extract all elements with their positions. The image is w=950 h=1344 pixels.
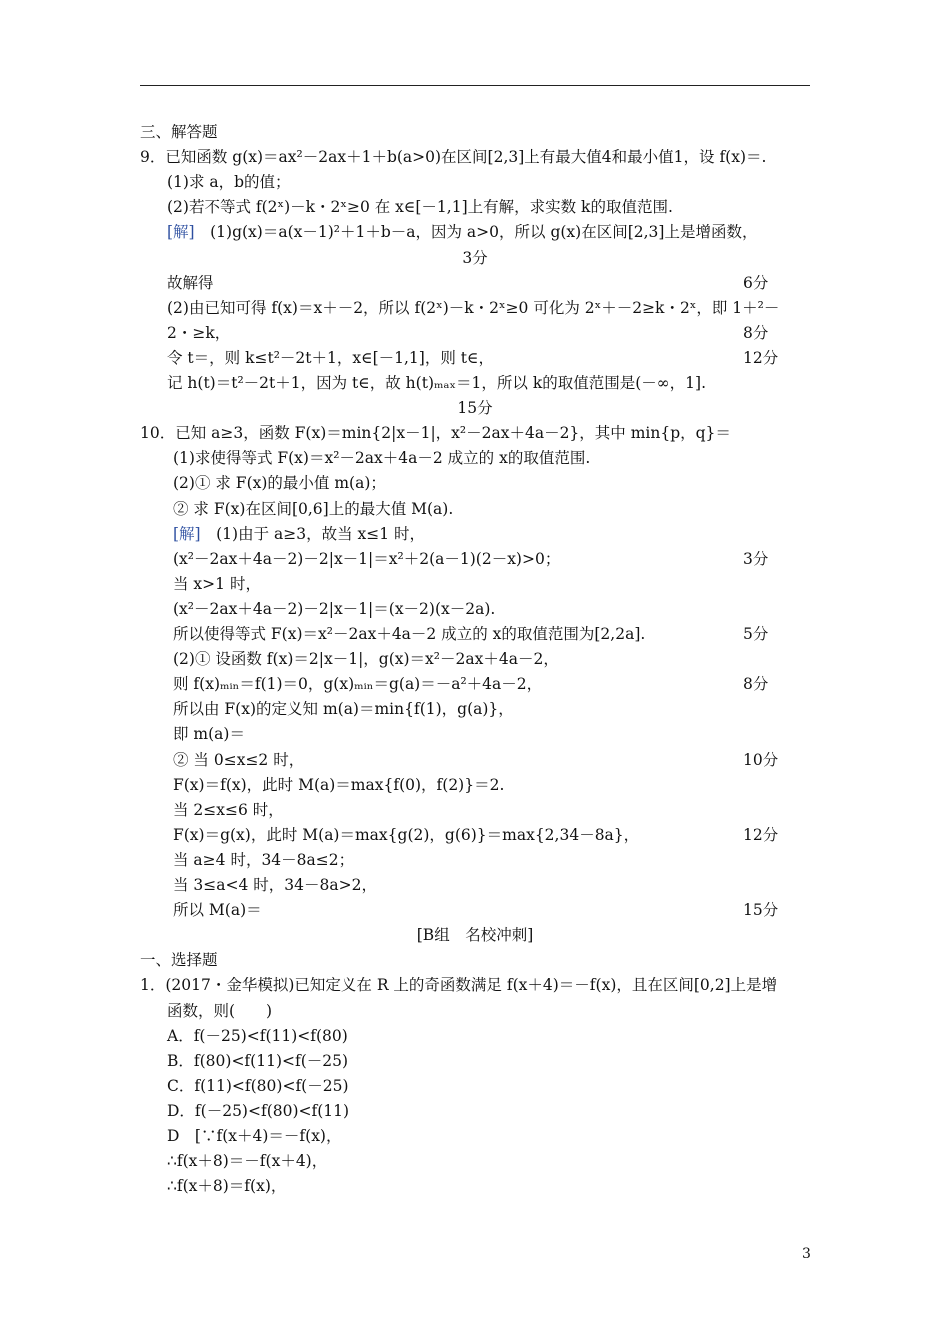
score-mark: 12分 bbox=[743, 825, 779, 844]
line-body: (x²－2ax＋4a－2)－2|x－1|＝x²＋2(a－1)(2－x)>0； bbox=[173, 549, 561, 568]
line-text bbox=[173, 597, 495, 622]
line-text bbox=[173, 497, 453, 522]
line-body: A．f(－25)<f(11)<f(80) bbox=[167, 1026, 348, 1045]
text-line bbox=[140, 672, 810, 697]
line-body: (2)由已知可得 f(x)＝x＋－2，所以 f(2ˣ)－k・2ˣ≥0 可化为 2ˣ＋－2≥k・2ˣ，即 1＋²－ bbox=[167, 298, 780, 317]
text-line bbox=[140, 697, 810, 722]
solution-tag: [解] bbox=[173, 524, 201, 543]
text-line bbox=[140, 371, 810, 396]
line-text bbox=[167, 1174, 286, 1199]
line-text bbox=[140, 948, 218, 973]
line-body: 所以使得等式 F(x)＝x²－2ax＋4a－2 成立的 x的取值范围为[2,2a]. bbox=[173, 625, 646, 643]
page-number: 3 bbox=[802, 1246, 811, 1262]
text-line bbox=[140, 346, 810, 371]
line-body: 当 a≥4 时，34－8a≤2； bbox=[173, 850, 355, 869]
line-body: 即 m(a)＝ bbox=[173, 725, 245, 744]
text-line bbox=[140, 145, 810, 170]
line-body: (1)g(x)＝a(x－1)²＋1＋b－a，因为 a>0，所以 g(x)在区间[2,3]上是增函数， bbox=[194, 223, 758, 242]
centered-text: 15分 bbox=[457, 399, 493, 418]
text-line bbox=[140, 446, 810, 471]
text-line bbox=[140, 622, 810, 647]
text-line bbox=[140, 170, 810, 195]
line-body: ∴f(x＋8)＝－f(x＋4)， bbox=[167, 1152, 328, 1171]
text-line bbox=[140, 296, 810, 321]
text-line bbox=[140, 396, 810, 421]
line-text bbox=[173, 672, 542, 697]
text-line bbox=[140, 195, 810, 220]
line-body: D [∵f(x＋4)＝－f(x)， bbox=[167, 1127, 342, 1145]
text-line bbox=[140, 823, 810, 848]
text-line bbox=[140, 572, 810, 597]
line-text bbox=[173, 647, 559, 672]
line-text bbox=[173, 823, 639, 848]
line-text bbox=[173, 522, 425, 547]
line-body: 故解得 bbox=[167, 273, 214, 292]
centered-text: 3分 bbox=[462, 248, 488, 267]
text-line bbox=[140, 220, 810, 245]
line-text bbox=[173, 697, 514, 722]
text-line bbox=[140, 948, 810, 973]
line-body: (1)求 a，b的值； bbox=[167, 173, 291, 192]
line-body: 9．已知函数 g(x)＝ax²－2ax＋1＋b(a>0)在区间[2,3]上有最大值4和最小值1，设 f(x)＝. bbox=[140, 148, 767, 167]
line-body: 函数，则( ) bbox=[167, 1001, 273, 1020]
text-line bbox=[140, 798, 810, 823]
text-line bbox=[140, 1024, 810, 1049]
line-body: 当 x>1 时， bbox=[173, 574, 261, 593]
text-line bbox=[140, 421, 810, 446]
line-text bbox=[167, 271, 214, 296]
text-line bbox=[140, 1074, 810, 1099]
text-line bbox=[140, 120, 810, 145]
line-text bbox=[167, 195, 673, 220]
line-text bbox=[167, 999, 272, 1024]
line-body: ∴f(x＋8)＝f(x)， bbox=[167, 1177, 287, 1196]
line-text bbox=[167, 1074, 349, 1099]
line-text bbox=[173, 773, 504, 798]
score-mark: 8分 bbox=[743, 323, 769, 342]
line-text bbox=[167, 1099, 349, 1124]
text-line bbox=[140, 471, 810, 496]
line-text bbox=[167, 296, 779, 321]
text-line bbox=[140, 773, 810, 798]
line-text bbox=[173, 722, 245, 747]
text-line bbox=[140, 547, 810, 572]
text-line bbox=[140, 1124, 810, 1149]
score-mark: 6分 bbox=[743, 273, 769, 292]
line-text bbox=[167, 170, 291, 195]
line-body: 一、选择题 bbox=[140, 951, 218, 970]
line-body: 令 t＝，则 k≤t²－2t＋1，x∈[－1,1]，则 t∈， bbox=[167, 348, 494, 367]
line-body: 记 h(t)＝t²－2t＋1，因为 t∈，故 h(t)ₘₐₓ＝1，所以 k的取值范围是(－∞，1]. bbox=[167, 374, 707, 392]
text-line bbox=[140, 597, 810, 622]
text-line bbox=[140, 497, 810, 522]
line-body: D．f(－25)<f(80)<f(11) bbox=[167, 1101, 350, 1120]
text-line bbox=[140, 647, 810, 672]
text-line bbox=[140, 748, 810, 773]
line-text bbox=[140, 120, 218, 145]
line-text bbox=[173, 748, 304, 773]
line-body: 所以由 F(x)的定义知 m(a)＝min{f(1)，g(a)}， bbox=[173, 700, 514, 719]
centered-text: [B组 名校冲刺] bbox=[416, 926, 534, 945]
text-line bbox=[140, 1049, 810, 1074]
line-text bbox=[173, 471, 386, 496]
line-body: 当 3≤a<4 时，34－8a>2， bbox=[173, 876, 377, 894]
line-text bbox=[140, 145, 766, 170]
line-body: 所以 M(a)＝ bbox=[173, 901, 262, 920]
line-body: 2・≥k， bbox=[167, 323, 231, 342]
line-body: 10．已知 a≥3，函数 F(x)＝min{2|x－1|，x²－2ax＋4a－2}，其中 min{p，q}＝ bbox=[140, 424, 731, 443]
line-text bbox=[173, 848, 354, 873]
line-text bbox=[167, 371, 706, 396]
line-text bbox=[173, 572, 261, 597]
line-text bbox=[167, 1124, 341, 1149]
header-rule bbox=[140, 85, 810, 86]
text-line bbox=[140, 999, 810, 1024]
text-line bbox=[140, 321, 810, 346]
line-text bbox=[167, 1049, 348, 1074]
text-line bbox=[140, 522, 810, 547]
line-body: 当 2≤x≤6 时， bbox=[173, 800, 284, 819]
score-mark: 10分 bbox=[743, 750, 779, 769]
text-line bbox=[140, 1099, 810, 1124]
line-body: F(x)＝f(x)，此时 M(a)＝max{f(0)，f(2)}＝2. bbox=[173, 775, 505, 794]
line-text bbox=[173, 798, 284, 823]
line-body: 1．(2017・金华模拟)已知定义在 R 上的奇函数满足 f(x＋4)＝－f(x)，且在区间[0,2]上是增 bbox=[140, 976, 778, 995]
line-body: (1)求使得等式 F(x)＝x²－2ax＋4a－2 成立的 x的取值范围. bbox=[173, 449, 591, 468]
line-body: (2)若不等式 f(2ˣ)－k・2ˣ≥0 在 x∈[－1,1]上有解，求实数 k的取值范围. bbox=[167, 198, 673, 217]
line-text bbox=[140, 973, 777, 998]
score-mark: 8分 bbox=[743, 675, 769, 694]
line-body: (1)由于 a≥3，故当 x≤1 时， bbox=[200, 524, 426, 543]
line-text bbox=[167, 1024, 348, 1049]
line-text bbox=[173, 622, 645, 647]
text-line bbox=[140, 271, 810, 296]
text-line bbox=[140, 898, 810, 923]
line-body: 三、解答题 bbox=[140, 123, 218, 141]
line-body: (2)① 求 F(x)的最小值 m(a)； bbox=[173, 474, 386, 493]
text-line bbox=[140, 848, 810, 873]
text-line bbox=[140, 246, 810, 271]
line-body: ② 求 F(x)在区间[0,6]上的最大值 M(a). bbox=[173, 499, 454, 518]
line-body: ② 当 0≤x≤2 时， bbox=[173, 750, 305, 769]
line-body: 则 f(x)ₘᵢₙ＝f(1)＝0，g(x)ₘᵢₙ＝g(a)＝－a²＋4a－2， bbox=[173, 675, 543, 694]
line-text bbox=[173, 446, 590, 471]
line-text bbox=[167, 321, 230, 346]
score-mark: 5分 bbox=[743, 625, 769, 643]
line-body: (x²－2ax＋4a－2)－2|x－1|＝(x－2)(x－2a). bbox=[173, 599, 496, 618]
solution-tag: [解] bbox=[167, 223, 195, 242]
line-text bbox=[167, 346, 494, 371]
line-text bbox=[173, 547, 560, 572]
text-line bbox=[140, 1174, 810, 1199]
text-line bbox=[140, 1149, 810, 1174]
score-mark: 15分 bbox=[743, 901, 779, 920]
score-mark: 3分 bbox=[743, 549, 769, 568]
line-text bbox=[167, 1149, 327, 1174]
line-text bbox=[167, 220, 757, 245]
line-body: (2)① 设函数 f(x)＝2|x－1|，g(x)＝x²－2ax＋4a－2， bbox=[173, 650, 559, 669]
line-text bbox=[140, 421, 731, 446]
line-body: B．f(80)<f(11)<f(－25) bbox=[167, 1051, 349, 1070]
text-line bbox=[140, 873, 810, 898]
text-line bbox=[140, 923, 810, 948]
text-line bbox=[140, 973, 810, 998]
line-body: C．f(11)<f(80)<f(－25) bbox=[167, 1076, 349, 1095]
line-text bbox=[173, 898, 262, 923]
score-mark: 12分 bbox=[743, 348, 779, 367]
line-text bbox=[173, 873, 377, 898]
line-body: F(x)＝g(x)，此时 M(a)＝max{g(2)，g(6)}＝max{2,34－8a}， bbox=[173, 825, 640, 844]
text-line bbox=[140, 722, 810, 747]
